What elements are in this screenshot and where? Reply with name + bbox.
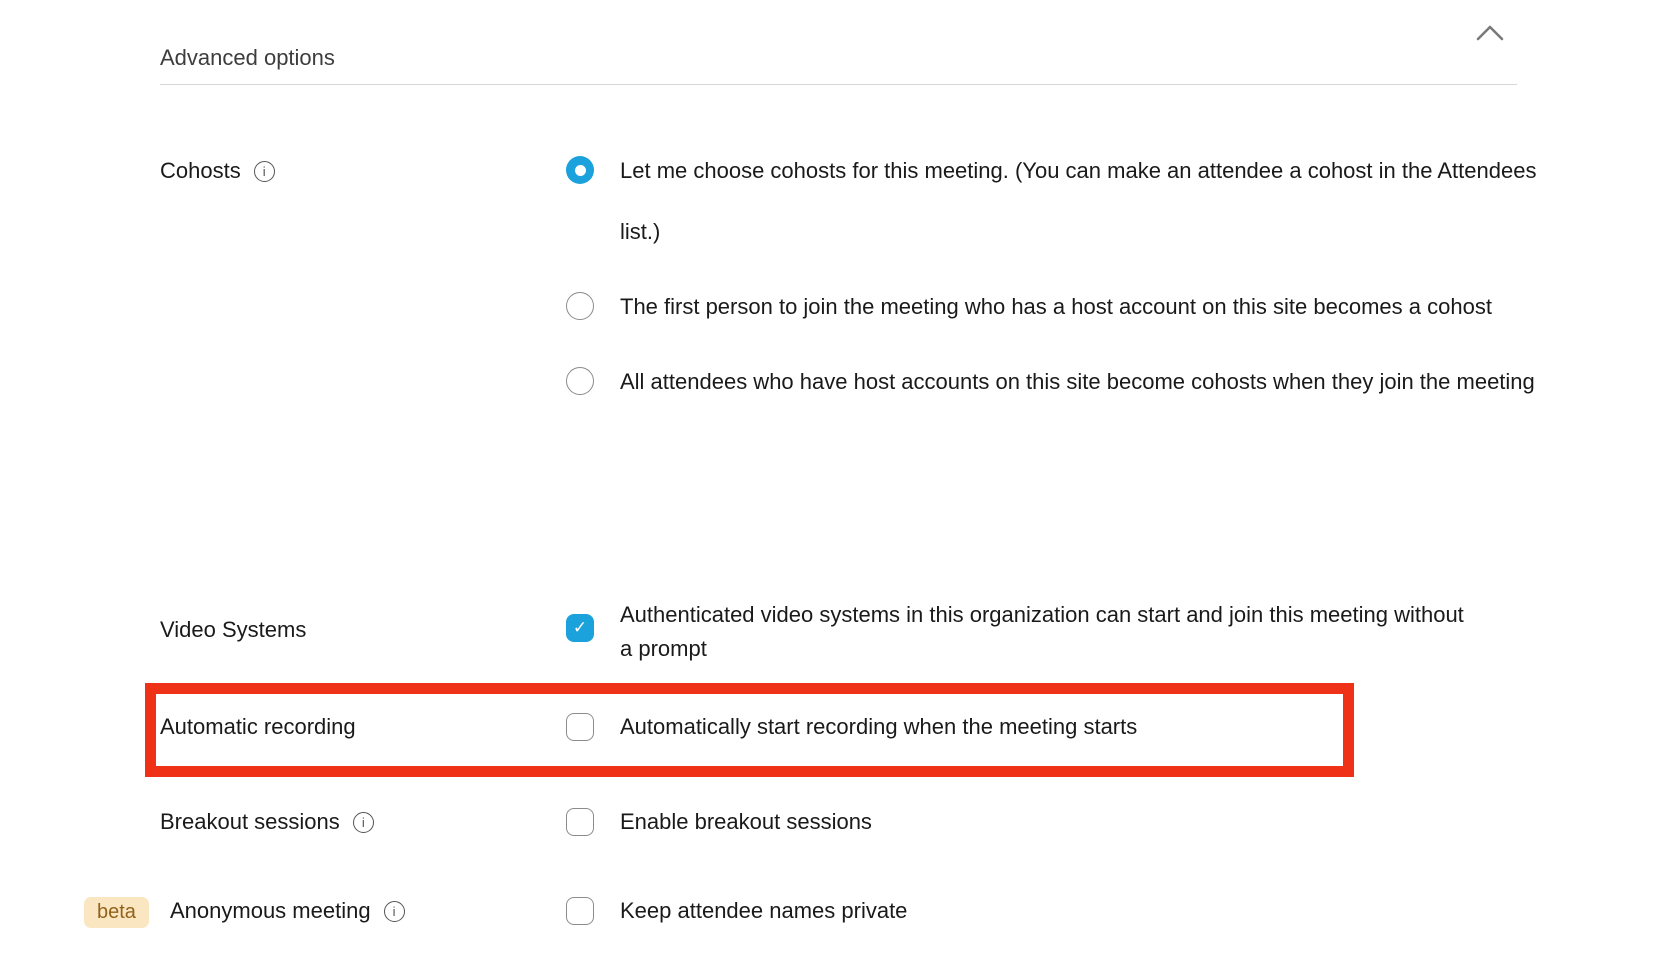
- radio-option-label: The first person to join the meeting who has a host account on this site becomes a cohost: [620, 294, 1492, 319]
- anonymous-meeting-checkbox-label[interactable]: Keep attendee names private: [620, 898, 908, 923]
- automatic-recording-checkbox-label[interactable]: Automatically start recording when the meeting starts: [620, 714, 1138, 739]
- section-divider: [160, 84, 1517, 85]
- checkmark-icon: ✓: [572, 618, 588, 637]
- breakout-sessions-checkbox[interactable]: [566, 808, 594, 836]
- anonymous-meeting-label-group: [170, 897, 405, 925]
- radio-option-label: Let me choose cohosts for this meeting. (You can make an attendee a cohost in the Attendees list.): [620, 158, 1537, 244]
- radio-option-all-attendees-cohost[interactable]: [566, 351, 1546, 412]
- radio-option-first-person-cohost[interactable]: [566, 276, 1546, 337]
- breakout-sessions-checkbox-label[interactable]: Enable breakout sessions: [620, 809, 872, 834]
- cohosts-label: Cohosts: [160, 158, 241, 183]
- section-title: Advanced options: [160, 45, 335, 71]
- radio-option-label: All attendees who have host accounts on this site become cohosts when they join the meeting: [620, 369, 1535, 394]
- video-systems-label: Video Systems: [160, 617, 307, 642]
- chevron-up-icon: [1475, 24, 1505, 42]
- video-systems-checkbox-label[interactable]: Authenticated video systems in this organization can start and join this meeting without a prompt: [620, 602, 1464, 661]
- radio-selected-icon[interactable]: [566, 156, 594, 184]
- anonymous-meeting-label: Anonymous meeting: [170, 898, 371, 923]
- cohosts-label-group: [160, 157, 275, 185]
- automatic-recording-label-group: [160, 713, 356, 741]
- info-icon[interactable]: i: [353, 812, 374, 833]
- radio-unselected-icon[interactable]: [566, 367, 594, 395]
- anonymous-meeting-checkbox[interactable]: [566, 897, 594, 925]
- radio-unselected-icon[interactable]: [566, 292, 594, 320]
- video-systems-label-group: [160, 616, 306, 644]
- automatic-recording-checkbox[interactable]: [566, 713, 594, 741]
- info-icon[interactable]: i: [254, 161, 275, 182]
- collapse-section-button[interactable]: [1468, 16, 1512, 50]
- cohosts-radio-group: [566, 140, 1546, 426]
- breakout-sessions-label-group: [160, 808, 374, 836]
- breakout-sessions-label: Breakout sessions: [160, 809, 340, 834]
- video-systems-checkbox[interactable]: [566, 614, 594, 642]
- beta-badge: beta: [84, 897, 149, 928]
- radio-option-choose-cohosts[interactable]: [566, 140, 1546, 262]
- automatic-recording-label: Automatic recording: [160, 714, 356, 739]
- info-icon[interactable]: i: [384, 901, 405, 922]
